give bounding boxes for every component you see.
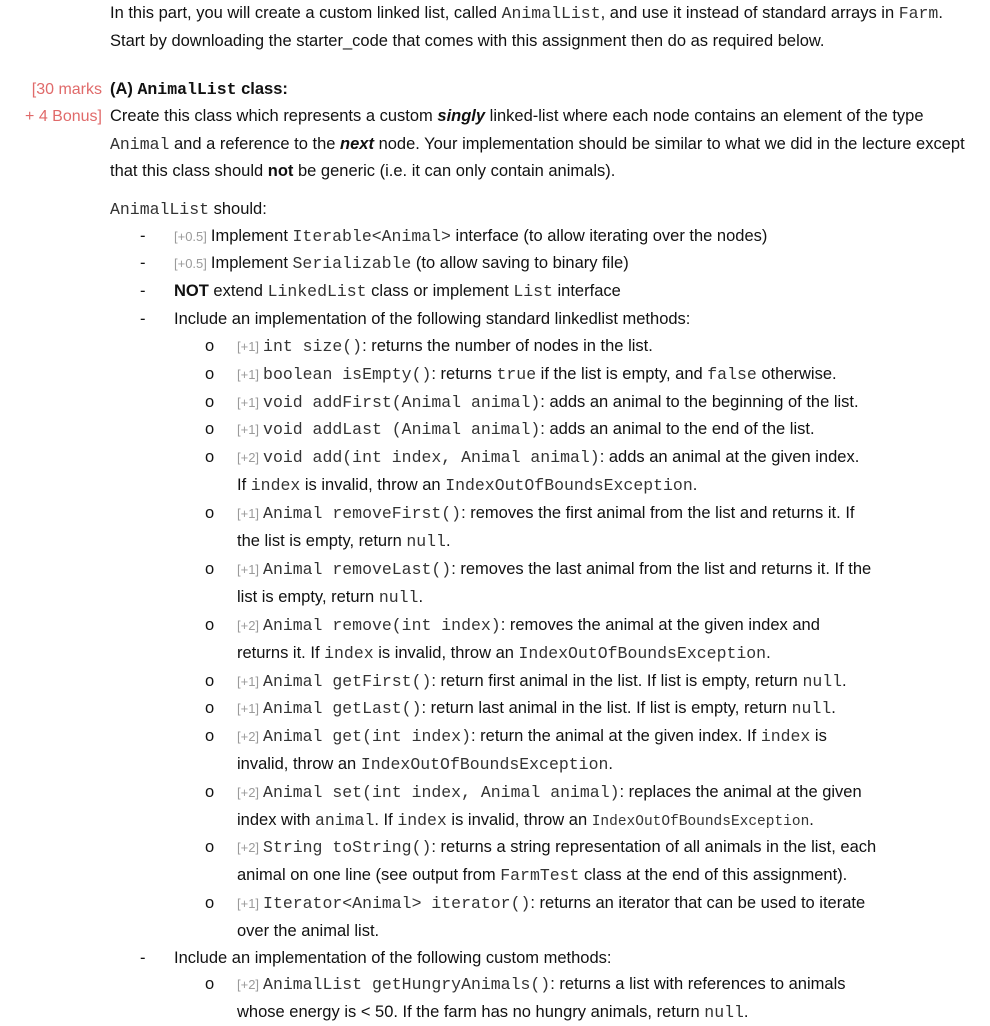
method-addfirst: [+1] void addFirst(Animal animal): adds an animal to the beginning of the list. — [237, 393, 859, 412]
dash-bullet: - — [140, 310, 146, 328]
method-getfirst: [+1] Animal getFirst(): return first animal in the list. If list is empty, return null. — [237, 672, 847, 691]
circle-bullet: o — [205, 616, 215, 634]
class-description: Create this class which represents a custom singly linked-list where each node contains an element of the type Animal and a reference to the next node. Your implementation should be similar to what we did in the lecture except that this class should not be generic (i.e. it can only contain animals). — [110, 107, 965, 180]
method-size: [+1] int size(): returns the number of nodes in the list. — [237, 337, 653, 356]
circle-bullet: o — [205, 894, 215, 912]
circle-bullet: o — [205, 448, 215, 466]
req-custom-methods: Include an implementation of the following custom methods: — [174, 949, 612, 967]
circle-bullet: o — [205, 699, 215, 717]
method-set: [+2] Animal set(int index, Animal animal): replaces the animal at the given index with animal. If index is invalid, throw an IndexOutOfBoundsException. — [237, 783, 862, 830]
method-addlast: [+1] void addLast (Animal animal): adds an animal to the end of the list. — [237, 420, 815, 439]
circle-bullet: o — [205, 672, 215, 690]
circle-bullet: o — [205, 727, 215, 745]
circle-bullet: o — [205, 365, 215, 383]
circle-bullet: o — [205, 337, 215, 355]
dash-bullet: - — [140, 282, 146, 300]
method-gethungryanimals: [+2] AnimalList getHungryAnimals(): returns a list with references to animals whose energy is < 50. If the farm has no hungry animals, return null. — [237, 975, 846, 1022]
circle-bullet: o — [205, 504, 215, 522]
marks-label: [30 marks — [31, 81, 102, 98]
method-getlast: [+1] Animal getLast(): return last animal in the list. If list is empty, return null. — [237, 699, 836, 718]
circle-bullet: o — [205, 783, 215, 801]
circle-bullet: o — [205, 393, 215, 411]
bonus-label: + 4 Bonus] — [25, 108, 102, 125]
req-standard-methods: Include an implementation of the following standard linkedlist methods: — [174, 310, 691, 328]
method-isempty: [+1] boolean isEmpty(): returns true if the list is empty, and false otherwise. — [237, 365, 837, 384]
req-serializable: [+0.5] Implement Serializable (to allow saving to binary file) — [174, 254, 629, 273]
req-not-extend: NOT extend LinkedList class or implement List interface — [174, 282, 621, 301]
intro-paragraph — [110, 0, 980, 55]
method-iterator: [+1] Iterator<Animal> iterator(): returns an iterator that can be used to iterate over the animal list. — [237, 894, 866, 940]
intro-text: , and use it instead of standard arrays in — [600, 4, 899, 22]
circle-bullet: o — [205, 838, 215, 856]
circle-bullet: o — [205, 975, 215, 993]
req-iterable: [+0.5] Implement Iterable<Animal> interface (to allow iterating over the nodes) — [174, 227, 768, 246]
circle-bullet: o — [205, 420, 215, 438]
method-tostring: [+2] String toString(): returns a string representation of all animals in the list, each animal on one line (see output from FarmTest class at the end of this assignment). — [237, 838, 877, 885]
dash-bullet: - — [140, 254, 146, 272]
section-heading: (A) AnimalList class: — [110, 80, 288, 99]
should-heading: AnimalList should: — [110, 200, 267, 219]
dash-bullet: - — [140, 949, 146, 967]
method-get: [+2] Animal get(int index): return the animal at the given index. If index is invalid, throw an IndexOutOfBoundsException. — [237, 727, 827, 774]
method-remove: [+2] Animal remove(int index): removes the animal at the given index and returns it. If index is invalid, throw an IndexOutOfBoundsException. — [237, 616, 820, 663]
method-add: [+2] void add(int index, Animal animal): adds an animal at the given index. If index is invalid, throw an IndexOutOfBoundsException. — [237, 448, 860, 495]
intro-text: . Start by downloading the starter_code that comes with this assignment then do as required below. — [110, 4, 943, 50]
circle-bullet: o — [205, 560, 215, 578]
code-animallist: AnimalList — [501, 4, 601, 23]
method-removelast: [+1] Animal removeLast(): removes the last animal from the list and returns it. If the list is empty, return null. — [237, 560, 872, 607]
intro-text: In this part, you will create a custom linked list, called — [110, 4, 502, 22]
method-removefirst: [+1] Animal removeFirst(): removes the first animal from the list and returns it. If the list is empty, return null. — [237, 504, 855, 551]
dash-bullet: - — [140, 227, 146, 245]
code-farm: Farm — [898, 4, 939, 23]
